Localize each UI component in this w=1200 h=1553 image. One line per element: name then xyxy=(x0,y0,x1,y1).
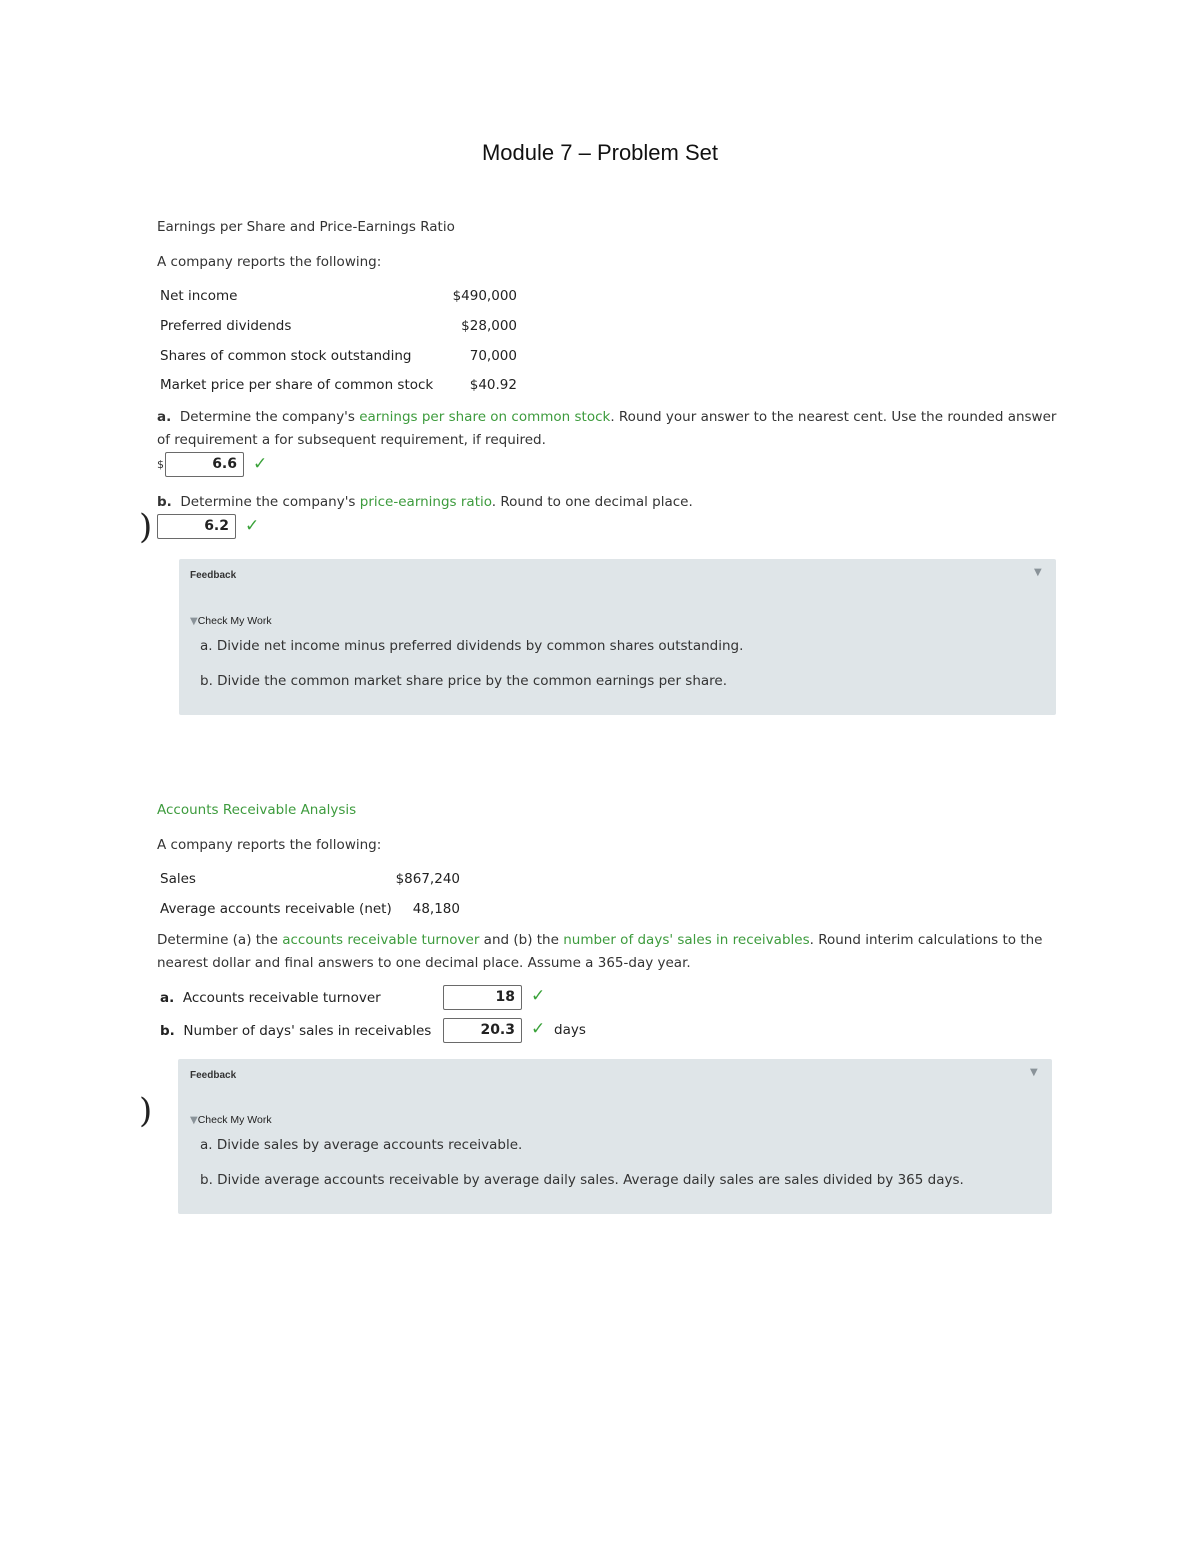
check-my-work-toggle[interactable] xyxy=(190,609,272,628)
correct-check-icon: ✓ xyxy=(253,454,268,474)
feedback-title: Feedback xyxy=(190,570,237,581)
feedback-title: Feedback xyxy=(190,1070,237,1081)
check-my-work-label: Check My Work xyxy=(197,1114,272,1126)
ar-row-value: 48,180 xyxy=(412,901,460,917)
correct-check-icon: ✓ xyxy=(245,516,260,536)
glossary-link-ar-turnover[interactable]: accounts receivable turnover xyxy=(282,932,480,948)
feedback-hint: a. Divide net income minus preferred dividends by common shares outstanding. xyxy=(200,638,744,654)
instruction-text: and (b) the xyxy=(479,932,564,948)
ar-row-label: Average accounts receivable (net) xyxy=(160,901,392,917)
answer-label: Accounts receivable turnover xyxy=(182,990,381,1006)
ar-answer-a-label xyxy=(160,990,381,1006)
eps-heading: Earnings per Share and Price-Earnings Ratio xyxy=(157,219,455,235)
ar-instructions xyxy=(157,929,1057,952)
ar-row-value: $867,240 xyxy=(395,871,460,887)
margin-bracket-mark: ) xyxy=(139,1091,153,1131)
pe-answer-input[interactable]: 6.2 xyxy=(157,514,236,539)
question-text: Determine the company's xyxy=(180,494,360,510)
question-text: Determine the company's xyxy=(179,409,360,425)
correct-check-icon: ✓ xyxy=(531,986,546,1006)
ar-intro: A company reports the following: xyxy=(157,837,382,853)
ar-heading[interactable]: Accounts Receivable Analysis xyxy=(157,802,357,818)
ar-turnover-input[interactable]: 18 xyxy=(443,985,522,1010)
answer-label: Number of days' sales in receivables xyxy=(183,1023,432,1039)
eps-row-value: $40.92 xyxy=(469,377,517,393)
unit-label: days xyxy=(554,1022,586,1038)
part-letter: a. xyxy=(160,990,175,1006)
expand-caret-icon: ▼ xyxy=(190,616,198,627)
eps-part-b-question xyxy=(157,491,1057,514)
feedback-hint: b. Divide the common market share price by the common earnings per share. xyxy=(200,673,728,689)
eps-answer-input[interactable]: 6.6 xyxy=(165,452,244,477)
instruction-text: . Round interim calculations to the xyxy=(809,932,1043,948)
eps-part-a-question-line2: of requirement a for subsequent requirement, if required. xyxy=(157,432,546,448)
instruction-text: Determine (a) the xyxy=(157,932,283,948)
check-my-work-toggle[interactable] xyxy=(190,1108,272,1127)
eps-intro: A company reports the following: xyxy=(157,254,382,270)
correct-check-icon: ✓ xyxy=(531,1019,546,1039)
part-letter: b. xyxy=(160,1023,175,1039)
eps-row-label: Shares of common stock outstanding xyxy=(160,348,412,364)
ar-instructions-line2: nearest dollar and final answers to one decimal place. Assume a 365-day year. xyxy=(157,955,691,971)
currency-symbol: $ xyxy=(157,458,164,471)
feedback-panel xyxy=(179,559,1056,715)
part-letter: b. xyxy=(157,494,172,510)
eps-row-label: Market price per share of common stock xyxy=(160,377,434,393)
feedback-hint: b. Divide average accounts receivable by average daily sales. Average daily sales are sales divided by 365 days. xyxy=(200,1172,964,1188)
expand-caret-icon: ▼ xyxy=(190,1115,198,1126)
glossary-link-days-sales[interactable]: number of days' sales in receivables xyxy=(563,932,810,948)
collapse-caret-icon[interactable]: ▼ xyxy=(1034,567,1042,578)
collapse-caret-icon[interactable]: ▼ xyxy=(1030,1067,1038,1078)
question-text: . Round to one decimal place. xyxy=(491,494,693,510)
feedback-panel xyxy=(178,1059,1052,1214)
part-letter: a. xyxy=(157,409,172,425)
page-title: Module 7 – Problem Set xyxy=(481,140,719,165)
eps-row-label: Net income xyxy=(160,288,238,304)
check-my-work-label: Check My Work xyxy=(197,615,272,627)
eps-row-value: $28,000 xyxy=(461,318,517,334)
glossary-link-pe-ratio[interactable]: price-earnings ratio xyxy=(359,494,492,510)
ar-answer-b-label xyxy=(160,1023,431,1039)
days-sales-input[interactable]: 20.3 xyxy=(443,1018,522,1043)
eps-row-value: 70,000 xyxy=(469,348,517,364)
eps-row-value: $490,000 xyxy=(452,288,517,304)
eps-part-a-question xyxy=(157,406,1057,429)
question-text: . Round your answer to the nearest cent. Use the rounded answer xyxy=(610,409,1057,425)
feedback-hint: a. Divide sales by average accounts receivable. xyxy=(200,1137,523,1153)
margin-bracket-mark: ) xyxy=(139,507,153,547)
eps-row-label: Preferred dividends xyxy=(160,318,292,334)
ar-row-label: Sales xyxy=(160,871,196,887)
glossary-link-eps[interactable]: earnings per share on common stock xyxy=(359,409,611,425)
